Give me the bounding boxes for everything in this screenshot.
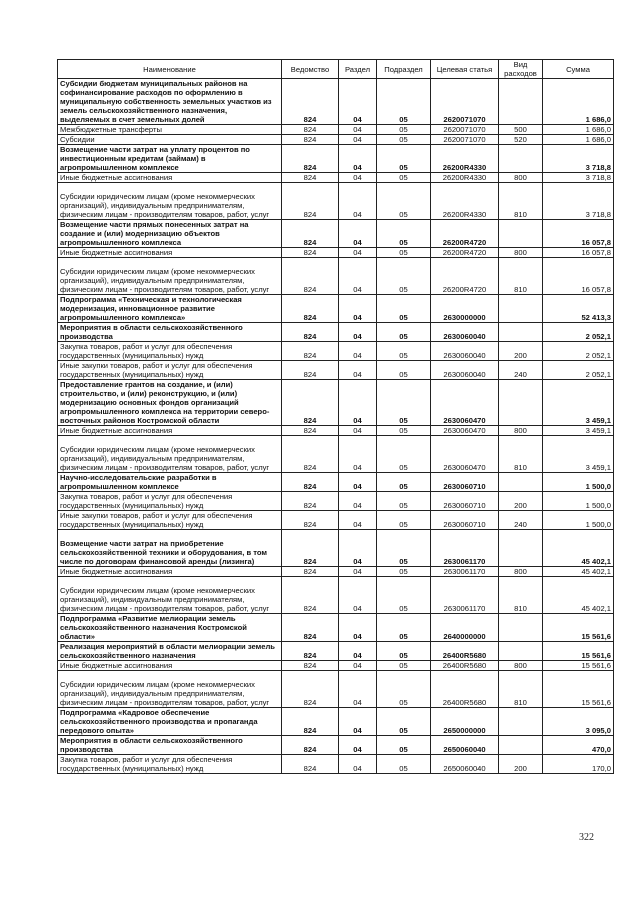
cell-name: Закупка товаров, работ и услуг для обеспечения государственных (муниципальных) нужд: [58, 342, 282, 361]
cell-type: [499, 736, 543, 755]
cell-subsection: 05: [377, 755, 431, 774]
table-row: [58, 708, 614, 736]
cell-sum: 2 052,1: [543, 361, 614, 380]
cell-dept: 824: [282, 614, 339, 642]
cell-subsection: 05: [377, 426, 431, 436]
cell-type: 810: [499, 258, 543, 295]
cell-section: 04: [339, 426, 377, 436]
cell-target: 2630061170: [431, 567, 499, 577]
table-body: [58, 79, 614, 774]
header-dept: Ведомство: [282, 60, 339, 79]
cell-section: 04: [339, 125, 377, 135]
cell-name: Иные бюджетные ассигнования: [58, 426, 282, 436]
cell-type: [499, 220, 543, 248]
cell-name: Мероприятия в области сельскохозяйственного производства: [58, 736, 282, 755]
cell-target: 26400R5680: [431, 671, 499, 708]
cell-subsection: 05: [377, 173, 431, 183]
cell-section: 04: [339, 258, 377, 295]
table-row: [58, 342, 614, 361]
table-row: [58, 79, 614, 125]
cell-target: 2630061170: [431, 577, 499, 614]
table-row: [58, 567, 614, 577]
table-row: [58, 473, 614, 492]
header-section: Раздел: [339, 60, 377, 79]
table-row: [58, 248, 614, 258]
cell-target: 26200R4330: [431, 173, 499, 183]
cell-target: 26200R4330: [431, 183, 499, 220]
cell-type: [499, 323, 543, 342]
page-number: 322: [579, 832, 594, 843]
cell-subsection: 05: [377, 708, 431, 736]
cell-subsection: 05: [377, 220, 431, 248]
cell-subsection: 05: [377, 248, 431, 258]
cell-dept: 824: [282, 492, 339, 511]
cell-sum: 1 500,0: [543, 492, 614, 511]
cell-sum: 52 413,3: [543, 295, 614, 323]
table-row: [58, 577, 614, 614]
table-row: [58, 614, 614, 642]
cell-type: [499, 642, 543, 661]
cell-sum: 15 561,6: [543, 671, 614, 708]
cell-sum: 16 057,8: [543, 258, 614, 295]
cell-section: 04: [339, 145, 377, 173]
cell-target: 2630060040: [431, 361, 499, 380]
cell-subsection: 05: [377, 342, 431, 361]
cell-name: Субсидии юридическим лицам (кроме некоммерческих организаций), индивидуальным предпринимателям, физическим лицам - производителям товаров, работ, услуг: [58, 183, 282, 220]
cell-subsection: 05: [377, 511, 431, 530]
header-subsection: Подраздел: [377, 60, 431, 79]
cell-type: 800: [499, 248, 543, 258]
cell-name: Межбюджетные трансферты: [58, 125, 282, 135]
table-row: [58, 671, 614, 708]
cell-subsection: 05: [377, 361, 431, 380]
cell-type: 800: [499, 567, 543, 577]
cell-subsection: 05: [377, 323, 431, 342]
cell-dept: 824: [282, 323, 339, 342]
cell-section: 04: [339, 755, 377, 774]
cell-target: 26200R4720: [431, 248, 499, 258]
cell-subsection: 05: [377, 473, 431, 492]
cell-section: 04: [339, 530, 377, 567]
cell-name: Закупка товаров, работ и услуг для обеспечения государственных (муниципальных) нужд: [58, 755, 282, 774]
cell-name: Мероприятия в области сельскохозяйственного производства: [58, 323, 282, 342]
cell-section: 04: [339, 642, 377, 661]
cell-name: Подпрограмма «Развитие мелиорации земель сельскохозяйственного назначения Костромской области»: [58, 614, 282, 642]
table-row: [58, 323, 614, 342]
cell-section: 04: [339, 736, 377, 755]
table-row: [58, 220, 614, 248]
cell-section: 04: [339, 173, 377, 183]
cell-dept: 824: [282, 426, 339, 436]
cell-name: Подпрограмма «Кадровое обеспечение сельскохозяйственного производства и пропаганда передового опыта»: [58, 708, 282, 736]
cell-type: [499, 295, 543, 323]
table-row: [58, 295, 614, 323]
cell-sum: 45 402,1: [543, 577, 614, 614]
cell-type: [499, 530, 543, 567]
cell-section: 04: [339, 661, 377, 671]
cell-sum: 3 459,1: [543, 426, 614, 436]
cell-type: [499, 708, 543, 736]
cell-section: 04: [339, 614, 377, 642]
cell-dept: 824: [282, 567, 339, 577]
header-name: Наименование: [58, 60, 282, 79]
cell-name: Субсидии: [58, 135, 282, 145]
cell-type: 200: [499, 755, 543, 774]
budget-table: [57, 59, 614, 774]
cell-sum: 3 718,8: [543, 173, 614, 183]
cell-subsection: 05: [377, 736, 431, 755]
cell-sum: 3 718,8: [543, 145, 614, 173]
cell-type: 800: [499, 661, 543, 671]
cell-dept: 824: [282, 220, 339, 248]
cell-type: 240: [499, 511, 543, 530]
cell-section: 04: [339, 473, 377, 492]
cell-target: 2630060470: [431, 380, 499, 426]
cell-dept: 824: [282, 342, 339, 361]
cell-name: Возмещение части прямых понесенных затрат на создание и (или) модернизацию объектов агропромышленного комплекса: [58, 220, 282, 248]
cell-target: 2630060710: [431, 511, 499, 530]
cell-section: 04: [339, 295, 377, 323]
cell-type: 810: [499, 436, 543, 473]
cell-sum: 470,0: [543, 736, 614, 755]
cell-dept: 824: [282, 380, 339, 426]
cell-subsection: 05: [377, 530, 431, 567]
cell-dept: 824: [282, 248, 339, 258]
cell-section: 04: [339, 708, 377, 736]
cell-sum: 3 718,8: [543, 183, 614, 220]
cell-target: 2650000000: [431, 708, 499, 736]
cell-sum: 1 500,0: [543, 511, 614, 530]
cell-dept: 824: [282, 145, 339, 173]
cell-target: 26200R4330: [431, 145, 499, 173]
cell-name: Субсидии юридическим лицам (кроме некоммерческих организаций), индивидуальным предпринимателям, физическим лицам - производителям товаров, работ, услуг: [58, 671, 282, 708]
cell-dept: 824: [282, 258, 339, 295]
header-target: Целевая статья: [431, 60, 499, 79]
cell-section: 04: [339, 323, 377, 342]
cell-dept: 824: [282, 530, 339, 567]
cell-section: 04: [339, 436, 377, 473]
cell-target: 2620071070: [431, 79, 499, 125]
cell-type: 810: [499, 577, 543, 614]
cell-subsection: 05: [377, 661, 431, 671]
cell-dept: 824: [282, 708, 339, 736]
cell-target: 2620071070: [431, 125, 499, 135]
cell-target: 2650060040: [431, 755, 499, 774]
cell-sum: 2 052,1: [543, 342, 614, 361]
cell-subsection: 05: [377, 614, 431, 642]
cell-subsection: 05: [377, 671, 431, 708]
cell-subsection: 05: [377, 380, 431, 426]
cell-target: 2630000000: [431, 295, 499, 323]
cell-name: Субсидии юридическим лицам (кроме некоммерческих организаций), индивидуальным предпринимателям, физическим лицам - производителям товаров, работ, услуг: [58, 577, 282, 614]
cell-type: 810: [499, 183, 543, 220]
table-row: [58, 755, 614, 774]
cell-name: Возмещение части затрат на уплату процентов по инвестиционным кредитам (займам) в агропромышленном комплексе: [58, 145, 282, 173]
table-row: [58, 661, 614, 671]
cell-sum: 16 057,8: [543, 248, 614, 258]
cell-dept: 824: [282, 661, 339, 671]
cell-name: Иные бюджетные ассигнования: [58, 567, 282, 577]
cell-sum: 170,0: [543, 755, 614, 774]
cell-name: Закупка товаров, работ и услуг для обеспечения государственных (муниципальных) нужд: [58, 492, 282, 511]
cell-dept: 824: [282, 473, 339, 492]
cell-type: [499, 473, 543, 492]
cell-sum: 3 095,0: [543, 708, 614, 736]
table-header-row: [58, 60, 614, 79]
table-row: [58, 361, 614, 380]
cell-dept: 824: [282, 642, 339, 661]
cell-section: 04: [339, 79, 377, 125]
table-row: [58, 426, 614, 436]
cell-subsection: 05: [377, 492, 431, 511]
table-row: [58, 258, 614, 295]
cell-dept: 824: [282, 361, 339, 380]
cell-name: Реализация мероприятий в области мелиорации земель сельскохозяйственного назначения: [58, 642, 282, 661]
cell-type: 800: [499, 426, 543, 436]
cell-dept: 824: [282, 135, 339, 145]
cell-type: 500: [499, 125, 543, 135]
cell-type: 240: [499, 361, 543, 380]
cell-section: 04: [339, 248, 377, 258]
table-row: [58, 511, 614, 530]
cell-name: Субсидии бюджетам муниципальных районов на софинансирование расходов по оформлению в муниципальную собственность земельных участков из земель сельскохозяйственного назначения, выделяемых в счет земельных долей: [58, 79, 282, 125]
cell-subsection: 05: [377, 642, 431, 661]
table-row: [58, 380, 614, 426]
table-row: [58, 492, 614, 511]
cell-target: 2630061170: [431, 530, 499, 567]
cell-dept: 824: [282, 511, 339, 530]
cell-target: 26200R4720: [431, 220, 499, 248]
cell-target: 2630060710: [431, 492, 499, 511]
cell-name: Иные бюджетные ассигнования: [58, 173, 282, 183]
cell-sum: 45 402,1: [543, 567, 614, 577]
cell-dept: 824: [282, 671, 339, 708]
cell-name: Научно-исследовательские разработки в агропромышленном комплексе: [58, 473, 282, 492]
cell-target: 2630060040: [431, 323, 499, 342]
cell-target: 2630060470: [431, 426, 499, 436]
cell-dept: 824: [282, 183, 339, 220]
table-row: [58, 642, 614, 661]
cell-name: Иные бюджетные ассигнования: [58, 248, 282, 258]
cell-type: 520: [499, 135, 543, 145]
table-row: [58, 736, 614, 755]
cell-sum: 2 052,1: [543, 323, 614, 342]
table-row: [58, 436, 614, 473]
cell-type: [499, 614, 543, 642]
cell-target: 26400R5680: [431, 642, 499, 661]
cell-section: 04: [339, 342, 377, 361]
cell-section: 04: [339, 183, 377, 220]
cell-type: [499, 79, 543, 125]
cell-dept: 824: [282, 755, 339, 774]
cell-type: [499, 380, 543, 426]
cell-type: 810: [499, 671, 543, 708]
cell-subsection: 05: [377, 295, 431, 323]
cell-name: Иные закупки товаров, работ и услуг для обеспечения государственных (муниципальных) нужд: [58, 511, 282, 530]
cell-section: 04: [339, 220, 377, 248]
cell-dept: 824: [282, 295, 339, 323]
cell-subsection: 05: [377, 135, 431, 145]
cell-target: 2630060710: [431, 473, 499, 492]
cell-name: Подпрограмма «Техническая и технологическая модернизация, инновационное развитие агропромышленного комплекса»: [58, 295, 282, 323]
cell-type: 200: [499, 492, 543, 511]
cell-type: [499, 145, 543, 173]
cell-subsection: 05: [377, 436, 431, 473]
cell-subsection: 05: [377, 577, 431, 614]
cell-type: 800: [499, 173, 543, 183]
cell-sum: 1 686,0: [543, 135, 614, 145]
table-row: [58, 135, 614, 145]
cell-dept: 824: [282, 436, 339, 473]
cell-sum: 15 561,6: [543, 661, 614, 671]
table-row: [58, 125, 614, 135]
cell-dept: 824: [282, 736, 339, 755]
cell-section: 04: [339, 380, 377, 426]
cell-sum: 3 459,1: [543, 436, 614, 473]
cell-section: 04: [339, 671, 377, 708]
cell-subsection: 05: [377, 567, 431, 577]
cell-target: 2630060040: [431, 342, 499, 361]
cell-name: Возмещение части затрат на приобретение сельскохозяйственной техники и оборудования, в том числе по договорам финансовой аренды (лизинга): [58, 530, 282, 567]
cell-name: Предоставление грантов на создание, и (или) строительство, и (или) реконструкцию, и (или) модернизацию основных фондов организаций агропромышленного комплекса на территории северо-восточных районов Костромской области: [58, 380, 282, 426]
cell-section: 04: [339, 492, 377, 511]
cell-type: 200: [499, 342, 543, 361]
cell-target: 26200R4720: [431, 258, 499, 295]
table-row: [58, 183, 614, 220]
cell-target: 2650060040: [431, 736, 499, 755]
header-type: Вид расходов: [499, 60, 543, 79]
table-row: [58, 530, 614, 567]
cell-section: 04: [339, 511, 377, 530]
header-sum: Сумма: [543, 60, 614, 79]
cell-section: 04: [339, 135, 377, 145]
cell-name: Субсидии юридическим лицам (кроме некоммерческих организаций), индивидуальным предпринимателям, физическим лицам - производителям товаров, работ, услуг: [58, 436, 282, 473]
cell-subsection: 05: [377, 145, 431, 173]
cell-section: 04: [339, 361, 377, 380]
cell-name: Иные закупки товаров, работ и услуг для обеспечения государственных (муниципальных) нужд: [58, 361, 282, 380]
table-row: [58, 145, 614, 173]
cell-sum: 15 561,6: [543, 642, 614, 661]
cell-name: Субсидии юридическим лицам (кроме некоммерческих организаций), индивидуальным предпринимателям, физическим лицам - производителям товаров, работ, услуг: [58, 258, 282, 295]
cell-dept: 824: [282, 125, 339, 135]
cell-dept: 824: [282, 577, 339, 614]
cell-subsection: 05: [377, 125, 431, 135]
cell-target: 2640000000: [431, 614, 499, 642]
cell-name: Иные бюджетные ассигнования: [58, 661, 282, 671]
cell-sum: 1 500,0: [543, 473, 614, 492]
cell-sum: 15 561,6: [543, 614, 614, 642]
cell-section: 04: [339, 577, 377, 614]
cell-subsection: 05: [377, 79, 431, 125]
cell-dept: 824: [282, 173, 339, 183]
cell-sum: 1 686,0: [543, 79, 614, 125]
cell-sum: 1 686,0: [543, 125, 614, 135]
cell-target: 2620071070: [431, 135, 499, 145]
cell-sum: 3 459,1: [543, 380, 614, 426]
cell-section: 04: [339, 567, 377, 577]
cell-dept: 824: [282, 79, 339, 125]
table-row: [58, 173, 614, 183]
cell-subsection: 05: [377, 258, 431, 295]
cell-sum: 45 402,1: [543, 530, 614, 567]
cell-subsection: 05: [377, 183, 431, 220]
cell-sum: 16 057,8: [543, 220, 614, 248]
cell-target: 26400R5680: [431, 661, 499, 671]
cell-target: 2630060470: [431, 436, 499, 473]
